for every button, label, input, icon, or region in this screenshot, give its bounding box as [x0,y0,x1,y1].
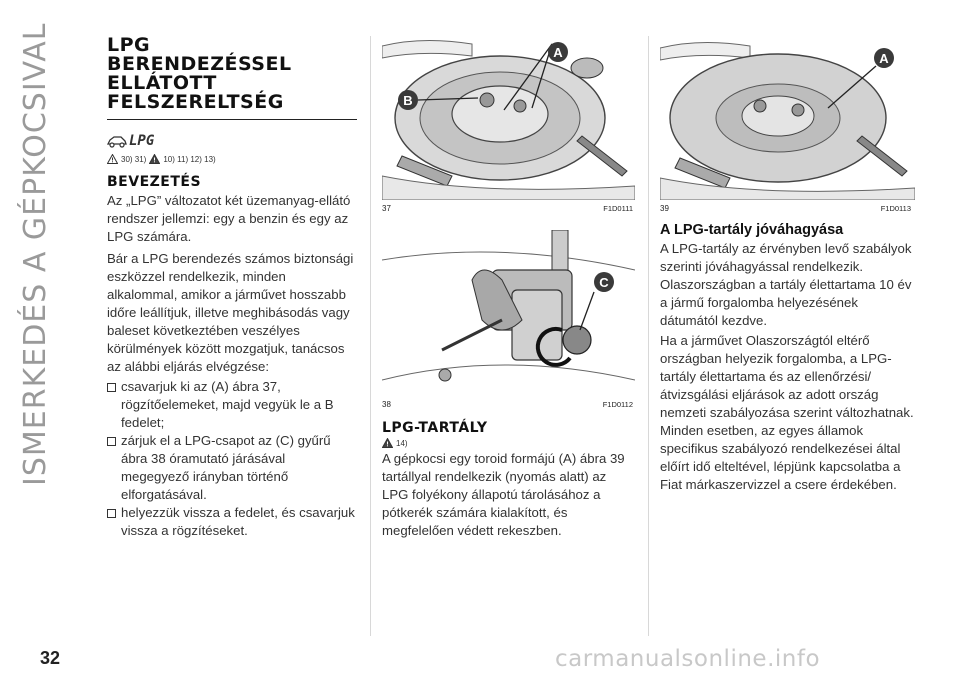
caution-ref-list: 10) 11) 12) 13) [163,154,216,164]
list-item [107,378,357,432]
callout-b: B [403,93,413,108]
lpg-label: LPG [129,133,155,149]
figure-number: 39 [660,204,669,213]
caution-icon [382,438,393,448]
section-heading: BEVEZETÉS [107,174,202,190]
column-right [660,36,915,494]
page-number: 32 [40,648,61,668]
watermark: carmanualsonline.info [555,646,821,672]
column-divider [370,36,371,636]
subsection-heading: A LPG-tartály jóváhagyása [660,222,844,238]
callout-a: A [553,45,563,60]
column-middle [382,36,635,540]
warning-icon [107,154,118,164]
paragraph: Bár a LPG berendezés számos biztonsági eszközzel rendelkezik, minden alkalommal, amikor a járművet hosszabb időre leállítjuk, illetve meghibásodás vagy baleset következtében veszélyes körülmények között mozgatjuk, tanácsos az alábbi eljárás elvégzése: [107,251,354,374]
callout-c: C [599,275,609,290]
title-rule [107,119,357,120]
car-icon [107,134,127,148]
caution-refs [382,438,635,448]
page-title [107,36,357,112]
column-left [107,36,357,540]
warning-ref-list: 30) 31) [121,154,147,164]
figure-37 [382,36,635,213]
list-item-text: helyezzük vissza a fedelet, és csavarjuk vissza a rögzítéseket. [121,505,355,538]
callout-a: A [879,51,889,66]
column-divider [648,36,649,636]
title-line: FELSZERELTSÉG [107,91,284,113]
list-item [107,504,357,540]
bullet-box-icon [107,437,116,446]
title-line: ELLÁTOTT [107,72,217,94]
paragraph: Az „LPG” változatot két üzemanyag-ellátó rendszer jellemzi: egy a benzin és egy az LPG számára. [107,193,351,244]
title-line: LPG [107,34,151,56]
paragraph: A gépkocsi egy toroid formájú (A) ábra 39 tartállyal rendelkezik (nyomás alatt) az LPG folyékony állapotú tárolásához a pótkerék számára kialakított, és megfelelően védett rekeszben. [382,451,625,538]
figure-number: 38 [382,400,391,409]
figure-code: F1D0113 [880,204,911,213]
paragraph: A LPG-tartály az érvényben levő szabályok szerinti jóváhagyással rendelkezik. Olaszországban a tartály élettartama 10 év a jármű forgalomba helyezésének dátumától kezdve. [660,241,912,328]
caution-icon [149,154,160,164]
figure-38 [382,230,635,409]
lpg-version-icon [107,130,357,152]
bullet-box-icon [107,509,116,518]
figure-39 [660,36,913,213]
lpg-valve-illustration [382,230,635,396]
list-item-text: csavarjuk ki az (A) ábra 37, rögzítőelemeket, majd vegyük le a B fedelet; [121,379,334,430]
spare-wheel-tank-cover-illustration [382,36,635,200]
caution-ref-list: 14) [396,438,408,448]
paragraph: Ha a járművet Olaszországtól eltérő országban helyezik forgalomba, a LPG-tartály élettartama és az ellenőrzési/átvizsgálási eljárások az adott ország nemzeti szabályozása szerint változhatnak. Minden esetben, az egyes államok specifikus szabályozó rendelkezései által előírt idő elteltével, lépjünk kapcsolatba a Fiat márkaszervizzel a csere érdekében. [660,333,914,492]
list-item-text: zárjuk el a LPG-csapot az (C) gyűrű ábra 38 óramutató járásával megegyező irányban történő elforgatásával. [121,433,331,502]
toroidal-tank-illustration [660,36,915,200]
list-item [107,432,357,504]
section-heading: LPG-TARTÁLY [382,420,488,436]
figure-number: 37 [382,204,391,213]
bullet-box-icon [107,383,116,392]
warning-refs [107,154,357,164]
side-section-title: ISMERKEDÉS A GÉPKOCSIVAL [18,22,53,486]
figure-code: F1D0112 [602,400,633,409]
figure-code: F1D0111 [603,204,633,213]
title-line: BERENDEZÉSSEL [107,53,292,75]
